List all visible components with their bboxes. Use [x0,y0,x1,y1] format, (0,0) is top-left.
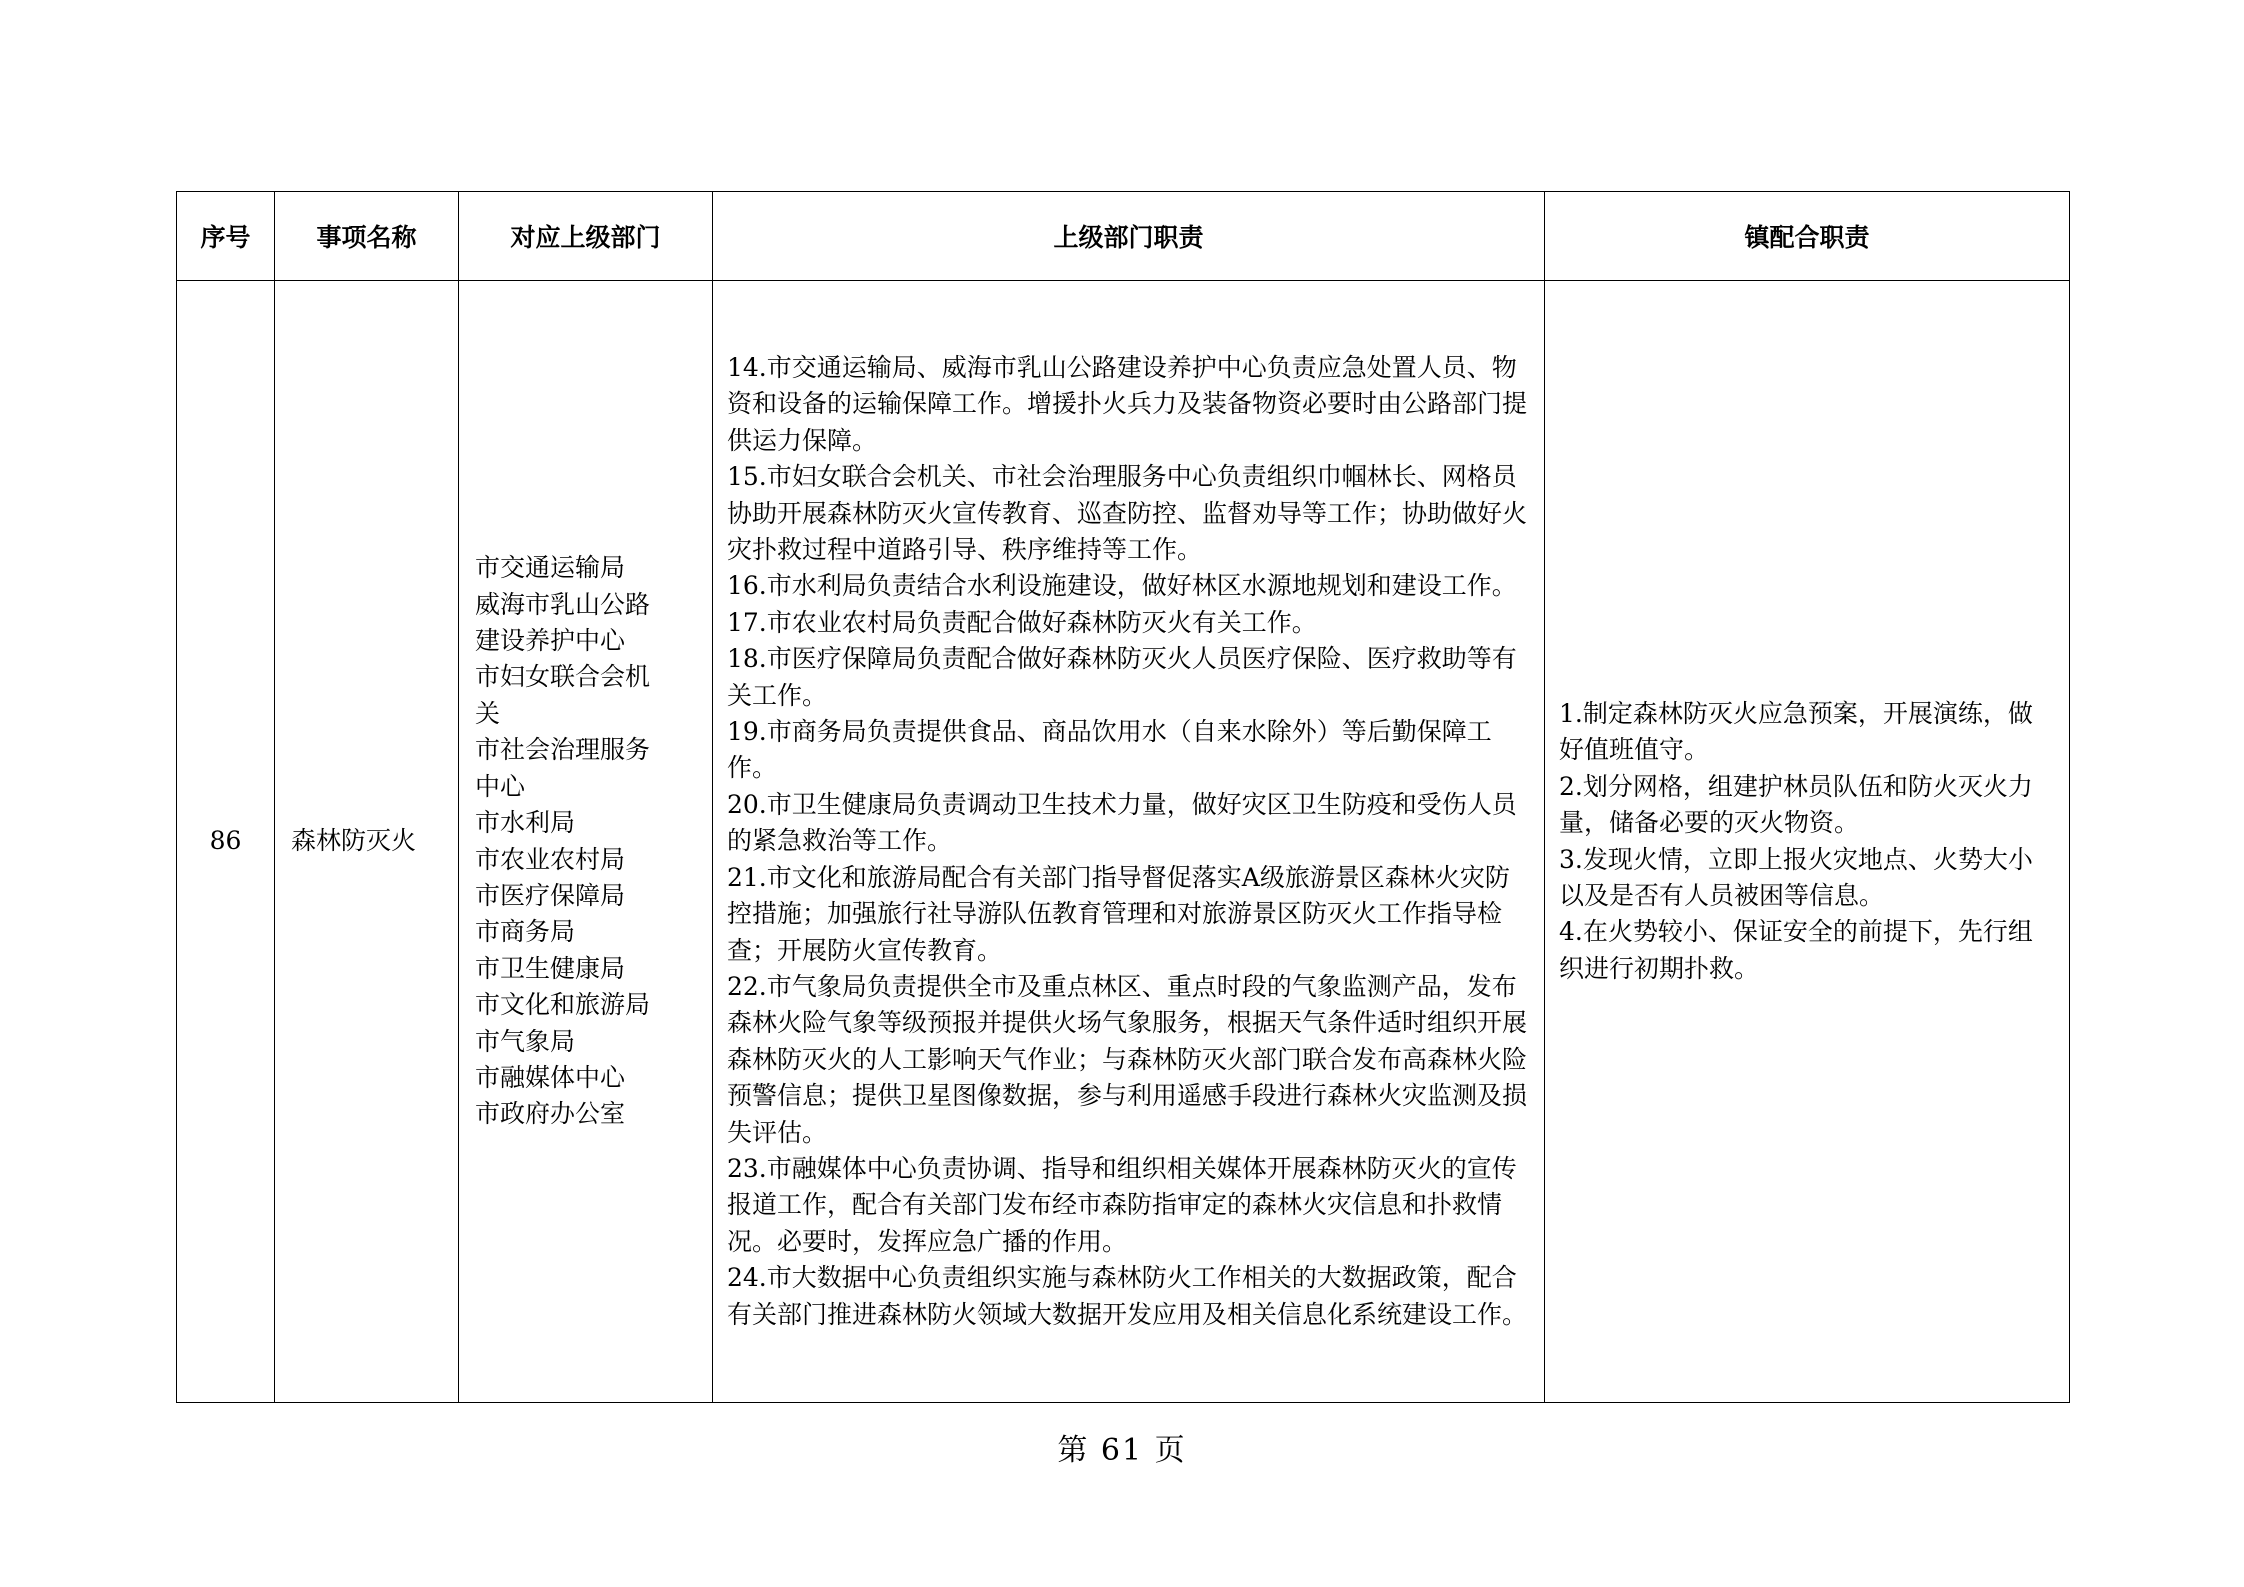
town-duty-paragraph: 4.在火势较小、保证安全的前提下，先行组织进行初期扑救。 [1559,917,2033,983]
table-row [177,281,2070,1403]
header-item-name: 事项名称 [275,192,459,281]
town-duty-paragraph: 1.制定森林防灭火应急预案，开展演练，做好值班值守。 [1559,698,2033,765]
town-duty-paragraph: 3.发现火情，立即上报火灾地点、火势大小以及是否有人员被困等信息。 [1559,844,2033,910]
department-line: 市政府办公室 [475,1099,626,1129]
duty-table-container [176,191,2069,1403]
duty-paragraph: 23.市融媒体中心负责协调、指导和组织相关媒体开展森林防灭火的宣传报道工作，配合有关部门发布经市森防指审定的森林火灾信息和扑救情况。必要时，发挥应急广播的作用。 [727,1153,1517,1256]
department-line: 中心 [475,771,526,801]
cell-superior-duties [713,281,1545,1403]
cell-serial-number: 86 [177,281,275,1403]
duty-paragraph: 15.市妇女联合会机关、市社会治理服务中心负责组织巾帼林长、网格员协助开展森林防灭火宣传教育、巡查防控、监督劝导等工作；协助做好火灾扑救过程中道路引导、秩序维持等工作。 [727,462,1528,565]
department-line: 市气象局 [475,1026,576,1056]
department-line: 市水利局 [475,808,576,838]
department-line: 威海市乳山公路 [475,589,651,619]
cell-departments [459,281,713,1403]
department-line: 市商务局 [475,917,576,947]
header-superior-duties: 上级部门职责 [713,192,1545,281]
department-line: 市卫生健康局 [475,953,626,983]
duty-paragraph: 16.市水利局负责结合水利设施建设，做好林区水源地规划和建设工作。 [727,571,1517,601]
department-line: 市农业农村局 [475,844,626,874]
cell-item-name: 森林防灭火 [275,281,459,1403]
duty-table [176,191,2070,1403]
department-line: 市交通运输局 [475,553,626,583]
cell-town-duties [1545,281,2070,1403]
header-serial-number: 序号 [177,192,275,281]
department-line: 市医疗保障局 [475,880,626,910]
duty-paragraph: 18.市医疗保障局负责配合做好森林防灭火人员医疗保险、医疗救助等有关工作。 [727,644,1517,710]
duty-paragraph: 20.市卫生健康局负责调动卫生技术力量，做好灾区卫生防疫和受伤人员的紧急救治等工作。 [727,789,1517,856]
duty-paragraph: 19.市商务局负责提供食品、商品饮用水（自来水除外）等后勤保障工作。 [727,717,1492,783]
duty-paragraph: 17.市农业农村局负责配合做好森林防灭火有关工作。 [727,607,1317,637]
town-duty-paragraph: 2.划分网格，组建护林员队伍和防火灭火力量，储备必要的灭火物资。 [1559,771,2033,838]
page-number: 第 61 页 [1057,1433,1187,1468]
department-line: 市社会治理服务 [475,735,651,765]
table-header-row [177,192,2070,281]
department-line: 市融媒体中心 [475,1062,626,1092]
duty-paragraph: 22.市气象局负责提供全市及重点林区、重点时段的气象监测产品，发布森林火险气象等级预报并提供火场气象服务，根据天气条件适时组织开展森林防灭火的人工影响天气作业；与森林防灭火部门联合发布高森林火险预警信息；提供卫星图像数据，参与利用遥感手段进行森林火灾监测及损失评估。 [727,971,1528,1147]
department-line: 市文化和旅游局 [475,990,651,1020]
duty-paragraph: 14.市交通运输局、威海市乳山公路建设养护中心负责应急处置人员、物资和设备的运输保障工作。增援扑火兵力及装备物资必要时由公路部门提供运力保障。 [727,353,1528,455]
department-line: 市妇女联合会机 [475,662,651,692]
department-line: 建设养护中心 [475,626,626,656]
department-line: 关 [475,698,501,728]
header-superior-department: 对应上级部门 [459,192,713,281]
duty-paragraph: 21.市文化和旅游局配合有关部门指导督促落实A级旅游景区森林火灾防控措施；加强旅行社导游队伍教育管理和对旅游景区防灭火工作指导检查；开展防火宣传教育。 [727,862,1510,965]
header-town-duties: 镇配合职责 [1545,192,2070,281]
duty-paragraph: 24.市大数据中心负责组织实施与森林防火工作相关的大数据政策，配合有关部门推进森林防火领域大数据开发应用及相关信息化系统建设工作。 [727,1263,1528,1329]
